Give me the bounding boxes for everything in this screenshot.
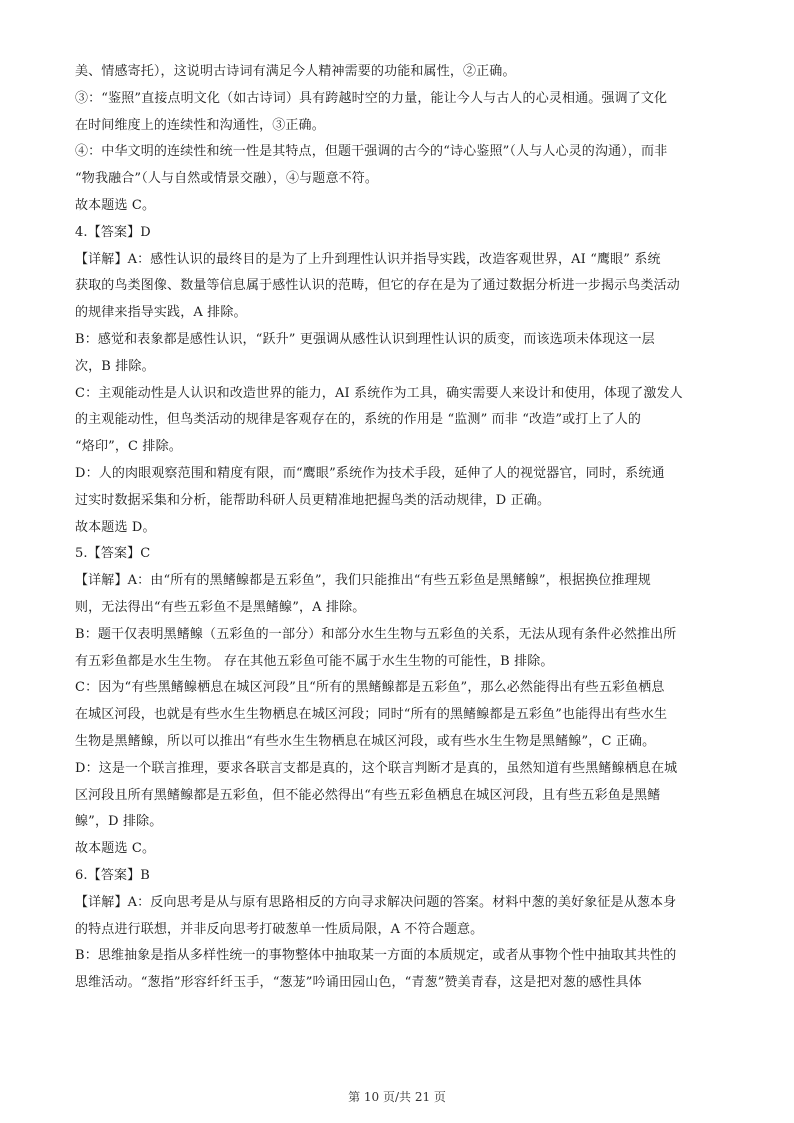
text-line: 获取的鸟类图像、数量等信息属于感性认识的范畴，但它的存在是为了通过数据分析进一步揭示鸟类活动 (75, 278, 680, 294)
text-line: 在时间维度上的连续性和沟通性，③正确。 (75, 117, 325, 133)
text-line: D：这是一个联言推理，要求各联言支都是真的，这个联言判断才是真的，虽然知道有些黑鳍鳈栖息在城 (75, 760, 678, 776)
text-line: 【详解】A：反向思考是从与原有思路相反的方向寻求解决问题的答案。材料中葱的美好象征是从葱本身 (75, 894, 677, 910)
text-line: 鳈”，D 排除。 (75, 814, 163, 830)
text-line: 的规律来指导实践，A 排除。 (75, 305, 247, 321)
text-line: 故本题选 C。 (75, 841, 156, 857)
text-line: 的特点进行联想，并非反向思考打破葱单一性质局限，A 不符合题意。 (75, 921, 484, 937)
text-line: D：人的肉眼观察范围和精度有限，而“鹰眼”系统作为技术手段，延伸了人的视觉器官，同时，系统通 (75, 465, 665, 481)
answer-heading-6: 6.【答案】B (75, 867, 151, 883)
text-line: 美、情感寄托），这说明古诗词有满足今人精神需要的功能和属性，②正确。 (75, 64, 516, 79)
text-line: 则，无法得出“有些五彩鱼不是黑鳍鳈”，A 排除。 (75, 599, 366, 615)
text-line: C：主观能动性是人认识和改造世界的能力，AI 系统作为工具，确实需要人来设计和使用，体现了激发人 (75, 385, 683, 401)
text-line: 有五彩鱼都是水生生物。 存在其他五彩鱼可能不属于水生生物的可能性，B 排除。 (75, 653, 554, 669)
answer-heading-4: 4.【答案】D (75, 224, 151, 240)
answer-explanation-text (75, 59, 720, 997)
text-line: “烙印”，C 排除。 (75, 439, 182, 455)
text-line: 在城区河段，也就是有些水生生物栖息在城区河段；同时“所有的黑鳍鳈都是五彩鱼”也能得出有些水生 (75, 707, 668, 723)
text-line: ④：中华文明的连续性和统一性是其特点，但题干强调的古今的“诗心鉴照”（人与人心灵的沟通），而非 (75, 144, 668, 160)
text-line: 的主观能动性，但鸟类活动的规律是客观存在的，系统的作用是 “监测” 而非 “改造”或打上了人的 (75, 412, 642, 428)
text-line: 生物是黑鳍鳈，所以可以推出“有些水生生物栖息在城区河段，或有些水生生物是黑鳍鳈”，C 正确。 (75, 733, 656, 749)
text-line: B：感觉和表象都是感性认识，“跃升” 更强调从感性认识到理性认识的质变，而该选项未体现这一层 (75, 331, 655, 347)
text-line: “物我融合”（人与自然或情景交融），④与题意不符。 (75, 171, 379, 187)
text-line: 过实时数据采集和分析，能帮助科研人员更精准地把握鸟类的活动规律，D 正确。 (75, 492, 551, 508)
text-line: 【详解】A：由“所有的黑鳍鳈都是五彩鱼”，我们只能推出“有些五彩鱼是黑鳍鳈”，根据换位推理规 (75, 573, 651, 589)
text-line: 次，B 排除。 (75, 358, 155, 374)
text-line: ③：“鉴照”直接点明文化（如古诗词）具有跨越时空的力量，能让今人与古人的心灵相通。强调了文化 (75, 90, 668, 106)
answer-heading-5: 5.【答案】C (75, 546, 151, 562)
text-line: B：思维抽象是指从多样性统一的事物整体中抽取某一方面的本质规定，或者从事物个性中抽取其共性的 (75, 948, 677, 964)
text-line: 区河段且所有黑鳍鳈都是五彩鱼，但不能必然得出“有些五彩鱼栖息在城区河段，且有些五彩鱼是黑鳍 (75, 787, 661, 803)
text-line: 思维活动。“葱指”形容纤纤玉手，“葱茏”吟诵田园山色，“青葱”赞美青春，这是把对葱的感性具体 (75, 975, 642, 991)
text-line: B：题干仅表明黑鳍鳈（五彩鱼的一部分）和部分水生生物与五彩鱼的关系，无法从现有条件必然推出所 (75, 626, 677, 642)
text-line: 【详解】A：感性认识的最终目的是为了上升到理性认识并指导实践，改造客观世界，AI “鹰眼” 系统 (75, 251, 661, 267)
text-line: 故本题选 C。 (75, 197, 156, 213)
page-number-footer: 第 10 页/共 21 页 (348, 1090, 446, 1104)
text-line: C：因为“有些黑鳍鳈栖息在城区河段”且“所有的黑鳍鳈都是五彩鱼”，那么必然能得出有些五彩鱼栖息 (75, 680, 665, 696)
text-line: 故本题选 D。 (75, 519, 156, 535)
